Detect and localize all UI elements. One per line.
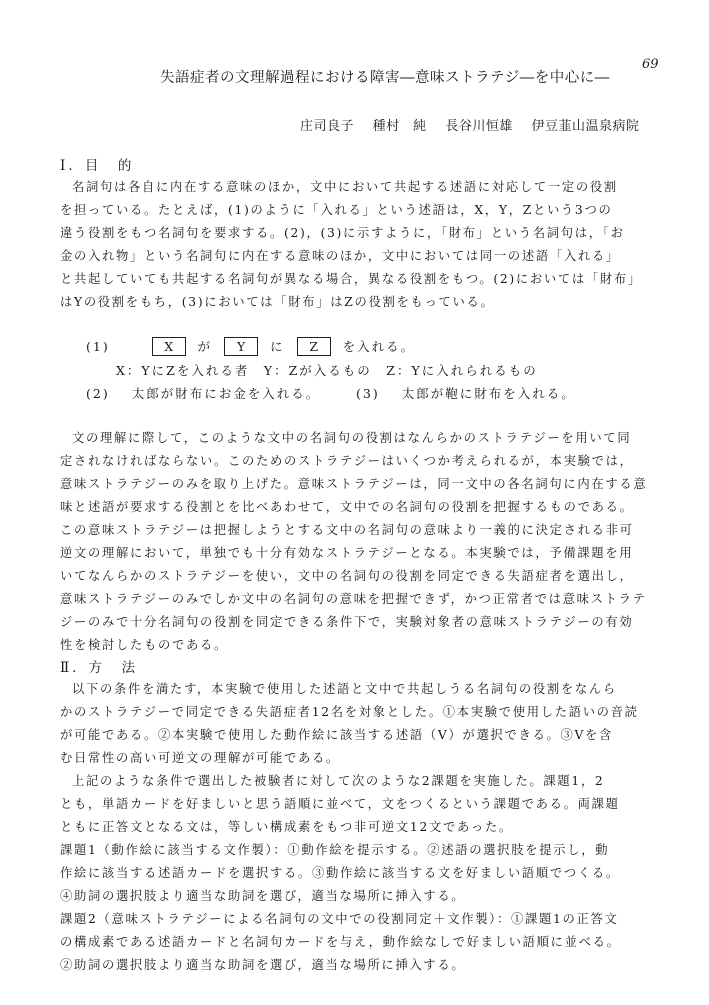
example-1 [86, 337, 415, 356]
text-line: 意味ストラテジーのみでしか文中の名詞句の意味を把握できず，かつ正常者では意味ストラテ [60, 592, 647, 606]
method-paragraph-1 [60, 678, 656, 770]
affiliation: 伊豆韮山温泉病院 [531, 119, 640, 134]
author-line [300, 115, 653, 134]
paper-title: 失語症者の文理解過程における障害―意味ストラテジ―を中心に― [160, 70, 610, 86]
text-line: 上記のような条件で選出した被験者に対して次のような2課題を実施した。課題1，2 [72, 774, 605, 788]
example-text: 太郎が鞄に財布を入れる。 [401, 386, 576, 401]
text-line: と共起していても共起する名詞句が異なる場合，異なる役割をもつ。(2)においては「財布」 [60, 272, 642, 286]
example-number: (1) [86, 339, 110, 354]
text-line: この意味ストラテジーは把握しようとする文中の名詞句の意味より一義的に決定される非可 [60, 523, 634, 537]
text-line: いてなんらかのストラテジーを使い，文中の名詞句の役割を同定できる失語症者を選出し， [60, 569, 634, 583]
text-line: 以下の条件を満たす，本実験で使用した述語と文中で共起しうる名詞句の役割をなんら [72, 682, 617, 696]
example-text: 太郎が財布にお金を入れる。 [131, 386, 321, 401]
text-line: ともに正答文となる文は，等しい構成素をもつ非可逆文12文であった。 [60, 820, 513, 834]
text-line: 意味ストラテジーのみを取り上げた。意味ストラテジーは，同一文中の各名詞句に内在する意 [60, 477, 648, 491]
slot-z-box: Z [297, 337, 331, 356]
text-line: 課題1（動作絵に該当する文作製）：①動作絵を提示する。②述語の選択肢を提示し，動 [60, 843, 610, 857]
author-1: 庄司良子 [300, 119, 355, 134]
text-line: を担っている。たとえば，(1)のように「入れる」という述語は，X，Y，Zという3つの [60, 203, 613, 217]
text-line: 性を検討したものである。 [60, 638, 228, 652]
particle: が [197, 339, 213, 354]
slot-x-box: X [152, 337, 186, 356]
example-3 [356, 384, 576, 402]
text-line: 名詞句は各自に内在する意味のほか，文中において共起する述語に対応して一定の役割 [72, 180, 618, 194]
text-line: はYの役割をもち，(3)においては「財布」はZの役割をもっている。 [60, 295, 495, 309]
author-2: 種村 純 [372, 119, 427, 134]
text-line: かのストラテジーで同定できる失語症者12名を対象とした。①本実験で使用した語いの音読 [60, 705, 639, 719]
text-line: 逆文の理解において，単独でも十分有効なストラテジーとなる。本実験では，予備課題を用 [60, 546, 634, 560]
method-paragraph-2 [60, 770, 656, 977]
purpose-paragraph-1 [60, 176, 656, 314]
text-line: ④助詞の選択肢より適当な助詞を選び，適当な場所に挿入する。 [60, 889, 466, 903]
text-line: 味と述語が要求する役割とを比べあわせて，文中での名詞句の役割を把握するものである。 [60, 500, 634, 514]
example-1-roles: X：YにZを入れる者 Y：Zが入るもの Z：Yに入れられるもの [116, 363, 538, 378]
particle: に [270, 339, 285, 354]
example-ending: を入れる。 [342, 339, 416, 354]
text-line: が可能である。②本実験で使用した動作絵に該当する述語（V）が選択できる。③Vを含 [60, 728, 614, 742]
text-line: 金の入れ物」という名詞句に内在する意味のほか，文中においては同一の述語「入れる」 [60, 249, 620, 263]
section-heading-method: Ⅱ．方 法 [60, 660, 139, 676]
page-number: 69 [642, 57, 659, 72]
slot-y-box: Y [224, 337, 258, 356]
example-number: (2) [86, 386, 110, 401]
text-line: とも，単語カードを好ましいと思う語順に並べて，文をつくるという課題である。両課題 [60, 797, 620, 811]
purpose-paragraph-2 [60, 427, 656, 657]
example-2 [86, 384, 320, 402]
text-line: 文の理解に際して，このような文中の名詞句の役割はなんらかのストラテジーを用いて同 [72, 431, 632, 445]
text-line: 違う役割をもつ名詞句を要求する。(2)，(3)に示すように，「財布」という名詞句は，「お [60, 226, 625, 240]
text-line: の構成素である述語カードと名詞句カードを与え，動作絵なしで好ましい語順に並べる。 [60, 935, 621, 949]
text-line: ②助詞の選択肢より適当な助詞を選び，適当な場所に挿入する。 [60, 958, 466, 972]
text-line: ジーのみで十分名詞句の役割を同定できる条件下で，実験対象者の意味ストラテジーの有効 [60, 615, 634, 629]
author-3: 長谷川恒雄 [445, 119, 513, 134]
section-heading-purpose: Ⅰ．目 的 [60, 158, 135, 174]
text-line: 課題2（意味ストラテジーによる名詞句の文中での役割同定＋文作製）：①課題1の正答文 [60, 912, 619, 926]
example-number: (3) [356, 386, 380, 401]
text-line: む日常性の高い可逆文の理解が可能である。 [60, 751, 340, 765]
text-line: 定されなければならない。このためのストラテジーはいくつか考えられるが，本実験では， [60, 454, 634, 468]
text-line: 作絵に該当する述語カードを選択する。③動作絵に該当する文を好ましい語順でつくる。 [60, 866, 620, 880]
